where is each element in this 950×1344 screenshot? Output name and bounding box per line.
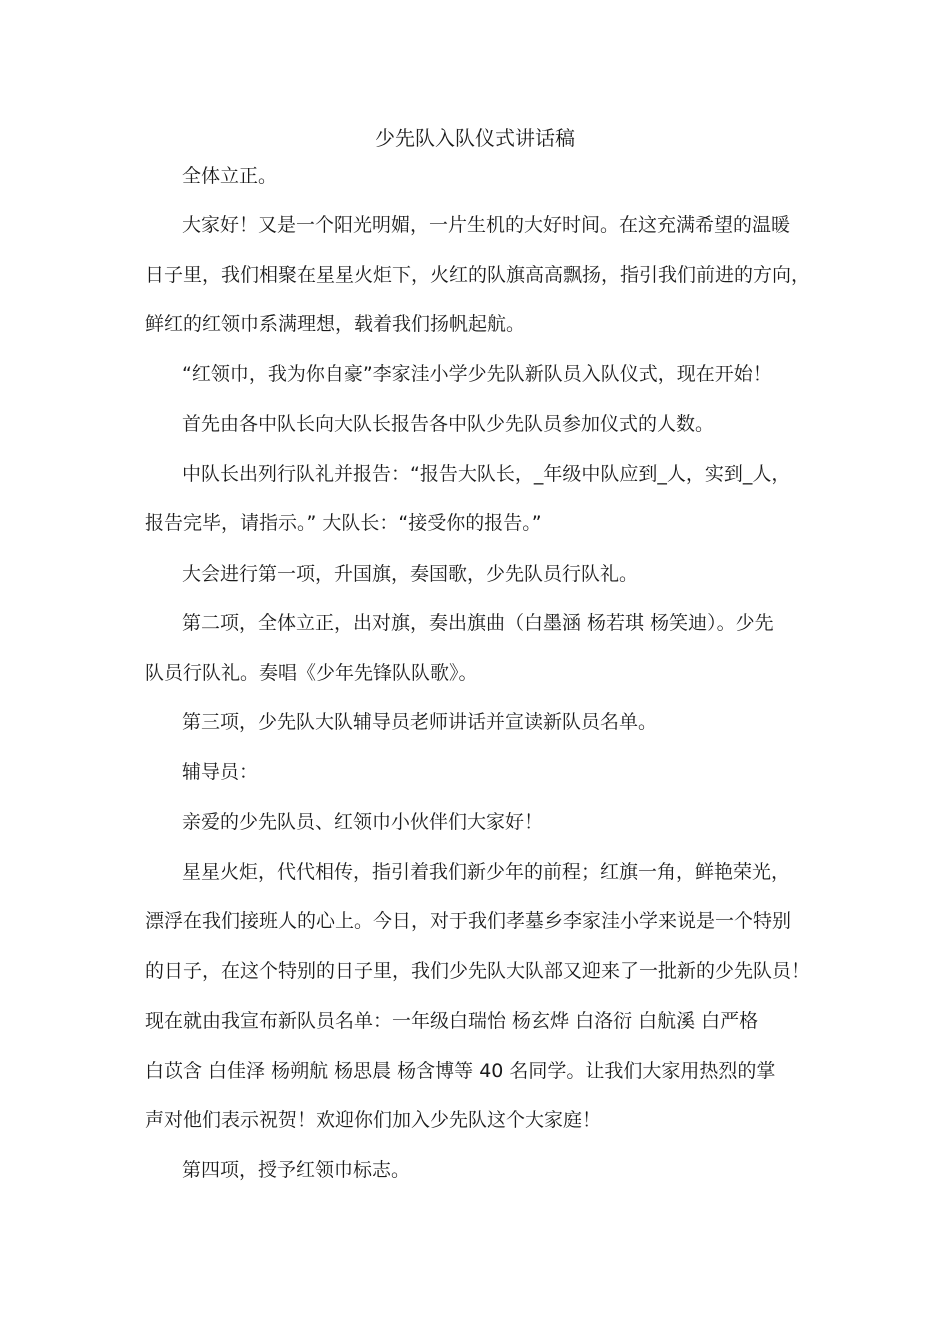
paragraph-line: 全体立正。: [182, 165, 278, 187]
paragraph-line: 报告完毕，请指示。” 大队长：“接受你的报告。”: [145, 512, 542, 534]
paragraph-line: 第二项，全体立正，出对旗，奏出旗曲（白墨涵 杨若琪 杨笑迪）。少先: [182, 612, 774, 634]
paragraph-line: 星星火炬，代代相传，指引着我们新少年的前程；红旗一角，鲜艳荣光，: [182, 861, 791, 883]
paragraph-line: 白苡含 白佳泽 杨朔航 杨思晨 杨含博等 40 名同学。让我们大家用热烈的掌: [145, 1060, 776, 1082]
paragraph-line: 亲爱的少先队员、红领巾小伙伴们大家好！: [182, 811, 544, 833]
paragraph-line: 首先由各中队长向大队长报告各中队少先队员参加仪式的人数。: [182, 413, 715, 435]
paragraph-line: 队员行队礼。奏唱《少年先锋队队歌》。: [145, 662, 478, 684]
paragraph-line: 第三项，少先队大队辅导员老师讲话并宣读新队员名单。: [182, 711, 658, 733]
paragraph-line: 辅导员：: [182, 761, 259, 783]
paragraph-line: 日子里，我们相聚在星星火炬下，火红的队旗高高飘扬，指引我们前进的方向，: [145, 264, 811, 286]
paragraph-line: 漂浮在我们接班人的心上。今日，对于我们孝墓乡李家洼小学来说是一个特别: [145, 910, 792, 932]
paragraph-line: 大会进行第一项，升国旗，奏国歌，少先队员行队礼。: [182, 563, 639, 585]
paragraph-line: 的日子，在这个特别的日子里，我们少先队大队部又迎来了一批新的少先队员！: [145, 960, 811, 982]
paragraph-line: 声对他们表示祝贺！欢迎你们加入少先队这个大家庭！: [145, 1109, 602, 1131]
paragraph-line: 中队长出列行队礼并报告：“报告大队长，_年级中队应到_人，实到_人，: [182, 463, 791, 485]
paragraph-line: 鲜红的红领巾系满理想，载着我们扬帆起航。: [145, 313, 526, 335]
paragraph-line: 大家好！又是一个阳光明媚，一片生机的大好时间。在这充满希望的温暖: [182, 214, 791, 236]
paragraph-line: 现在就由我宣布新队员名单：一年级白瑞怡 杨玄烨 白洛衍 白航溪 白严格: [145, 1010, 759, 1032]
document-title: 少先队入队仪式讲话稿: [375, 126, 575, 150]
paragraph-line: “红领巾，我为你自豪”李家洼小学少先队新队员入队仪式，现在开始！: [182, 363, 772, 385]
paragraph-line: 第四项，授予红领巾标志。: [182, 1159, 411, 1181]
